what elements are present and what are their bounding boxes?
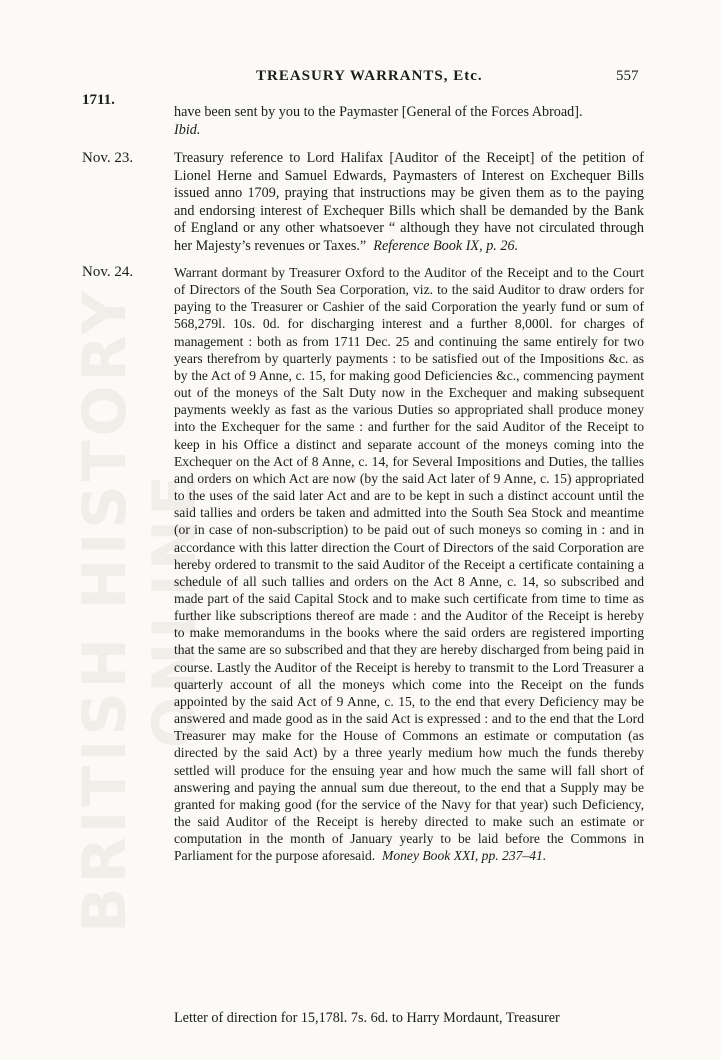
entry-text: Treasury reference to Lord Halifax [Auditor of the Receipt] of the petition of Lionel Herne and Samuel Edwards, Paymasters of Interest on Exchequer Bills issued anno 1709, praying that instructions may be given them as to the paying and endorsing interest of Exchequer Bills which shall be demanded by the Bank of England or any other whatsoever “ although they have not circulated through her Majesty’s revenues or Taxes.” xyxy=(174,150,644,254)
page-number: 557 xyxy=(616,68,639,84)
entry-date: Nov. 23. xyxy=(82,150,134,166)
entry-nov-23 xyxy=(174,150,644,256)
entry-text: have been sent by you to the Paymaster [General of the Forces Abroad]. xyxy=(174,104,583,120)
entry-continuation xyxy=(174,104,644,139)
entry-text: Warrant dormant by Treasurer Oxford to the Auditor of the Receipt and to the Court of Directors of the South Sea Corporation, viz. to the said Auditor to draw orders for paying to the Treasurer or Cashier of the said Corporation the yearly fund or sum of 568,279l. 10s. 0d. for discharging interest and a further 8,000l. for charges of management : both as from 1711 Dec. 25 and continuing the same entirely for two years therefrom by quarterly payments : to be satisfied out of the Impositions &c. as by the Act of 9 Anne, c. 15, for making good Deficiencies &c., commencing payment out of the moneys of the Salt Duty now in the Exchequer and making subsequent payments weekly as fast as the various Duties so appropriated shall produce money into the Exchequer for the same : and further for the said Auditor of the Receipt to keep in his Office a distinct and separate account of the moneys coming into the Exchequer on the Act of 8 Anne, c. 14, for Several Impositions and Duties, the tallies and orders on which Act are now (by the said Act later of 9 Anne, c. 15) appropriated to the uses of the said later Act and are to be kept in such a distinct account until the said tallies and orders be taken and admitted into the South Sea Stock and meantime (or in case of non-subscription) to be paid out of such moneys so coming in : and in accordance with this latter direction the Court of Directors of the said Corporation are hereby ordered to transmit to the said Auditor of the Receipt a certificate containing a schedule of all such tallies and orders on the Act 8 Anne, c. 14, so subscribed and made part of the said Capital Stock and to make such certificate from time to time as further like subscriptions thereof are made : and the Auditor of the Receipt is hereby to make memorandums in the books where the said orders are registered importing that the same are so subscribed and that they are hereby discharged from being paid in course. Lastly the Auditor of the Receipt is hereby to transmit to the Lord Treasurer a quarterly account of all the moneys which come into the Receipt on the funds appointed by the said Act of 9 Anne, c. 15, to the end that every Deficiency may be answered and made good as in the said Act is expressed : and to the end that the Lord Treasurer may make for the House of Commons an estimate or computation (as directed by the said Act) by a three yearly medium how much the funds thereby settled will produce for the ensuing year and how much the same will fall short of answering and paying the annual sum due thereout, to the end that a Supply may be granted for making good (for the service of the Navy for that year) such Deficiency, the said Auditor of the Receipt is hereby directed to make such an estimate or computation in the month of January yearly to be laid before the Commons in Parliament for the purpose aforesaid. xyxy=(174,265,644,864)
entry-text: Letter of direction for 15,178l. 7s. 6d. to Harry Mordaunt, Treasurer xyxy=(174,1010,560,1026)
entry-source: Reference Book IX, p. 26. xyxy=(373,237,519,254)
entry-nov-24 xyxy=(174,264,644,864)
entry-letter-of-direction xyxy=(174,1010,644,1028)
entry-source: Money Book XXI, pp. 237–41. xyxy=(382,848,547,864)
margin-year: 1711. xyxy=(82,92,115,108)
entry-source: Ibid. xyxy=(174,121,201,138)
watermark: BRITISH HISTORY ONLINE xyxy=(70,287,210,933)
page-title: TREASURY WARRANTS, Etc. xyxy=(256,68,483,84)
entry-date: Nov. 24. xyxy=(82,264,134,280)
running-header xyxy=(0,68,721,90)
